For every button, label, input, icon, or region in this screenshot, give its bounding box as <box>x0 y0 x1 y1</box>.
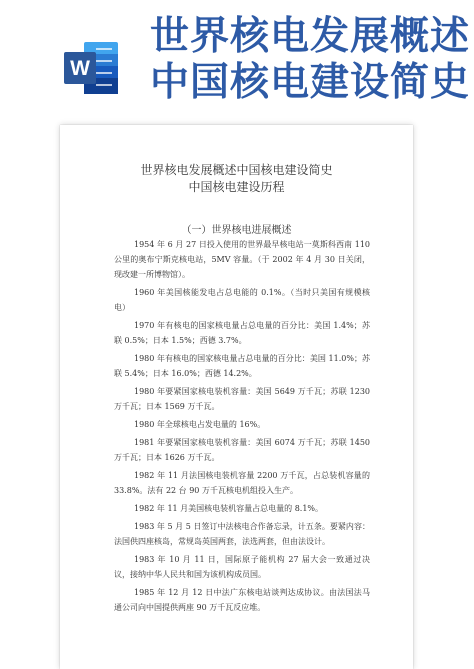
paragraph: 1983 年 5 月 5 日签订中法核电合作备忘录，计五条。要紧内容：法国供四座核岛，常规岛英国两套，法选两套，但由法设计。 <box>114 522 370 546</box>
section-heading: （一）世界核电进展概述 <box>181 225 292 236</box>
document-subtitle: 中国核电建设历程 <box>188 180 285 194</box>
paragraph: 1981 年要紧国家核电装机容量：美国 6074 万千瓦；苏联 1450 万千瓦；日本 1626 万千瓦。 <box>114 438 370 462</box>
paragraph: 1982 年 11 月美国核电装机容量占总电量的 8.1%。 <box>134 504 324 513</box>
paragraph: 1980 年要紧国家核电装机容量：美国 5649 万千瓦；苏联 1230 万千瓦；日本 1569 万千瓦。 <box>114 387 370 411</box>
banner <box>0 0 474 118</box>
paragraph: 1983 年 10 月 11 日，国际原子能机构 27 届大会一致通过决议，接纳中华人民共和国为该机构成员国。 <box>114 555 370 579</box>
banner-title <box>150 14 471 106</box>
paragraph: 1970 年有核电的国家核电量占总电量的百分比：美国 1.4%；苏联 0.5%；日本 1.5%；西德 3.7%。 <box>114 321 370 345</box>
paragraph: 1980 年全球核电占发电量的 16%。 <box>134 420 266 429</box>
document-page <box>60 125 413 669</box>
svg-text:W: W <box>70 57 90 80</box>
banner-title-line-1: 世界核电发展概述 <box>150 14 471 59</box>
document-body <box>114 237 370 618</box>
paragraph: 1982 年 11 月法国核电装机容量 2200 万千瓦，占总装机容量的 33.8%。法有 22 台 90 万千瓦核电机组投入生产。 <box>114 471 370 495</box>
document-title: 世界核电发展概述中国核电建设简史 <box>140 163 333 177</box>
paragraph: 1985 年 12 月 12 日中法广东核电站谈判达成协议。由法国法马通公司向中国提供两座 90 万千瓦反应堆。 <box>114 588 370 612</box>
banner-title-line-2: 中国核电建设简史 <box>150 60 471 105</box>
paragraph: 1980 年有核电的国家核电量占总电量的百分比：美国 11.0%；苏联 5.4%；日本 16.0%；西德 14.2%。 <box>114 354 370 378</box>
word-icon <box>62 38 122 98</box>
paragraph: 1960 年美国核能发电占总电能的 0.1%。（当时只美国有规模核电） <box>114 288 370 312</box>
paragraph: 1954 年 6 月 27 日投入使用的世界最早核电站一莫斯科西南 110 公里的奥布宁斯克核电站，5MV 容量。（于 2002 年 4 月 30 日关闭，现改建一所博物馆）。 <box>114 240 370 279</box>
